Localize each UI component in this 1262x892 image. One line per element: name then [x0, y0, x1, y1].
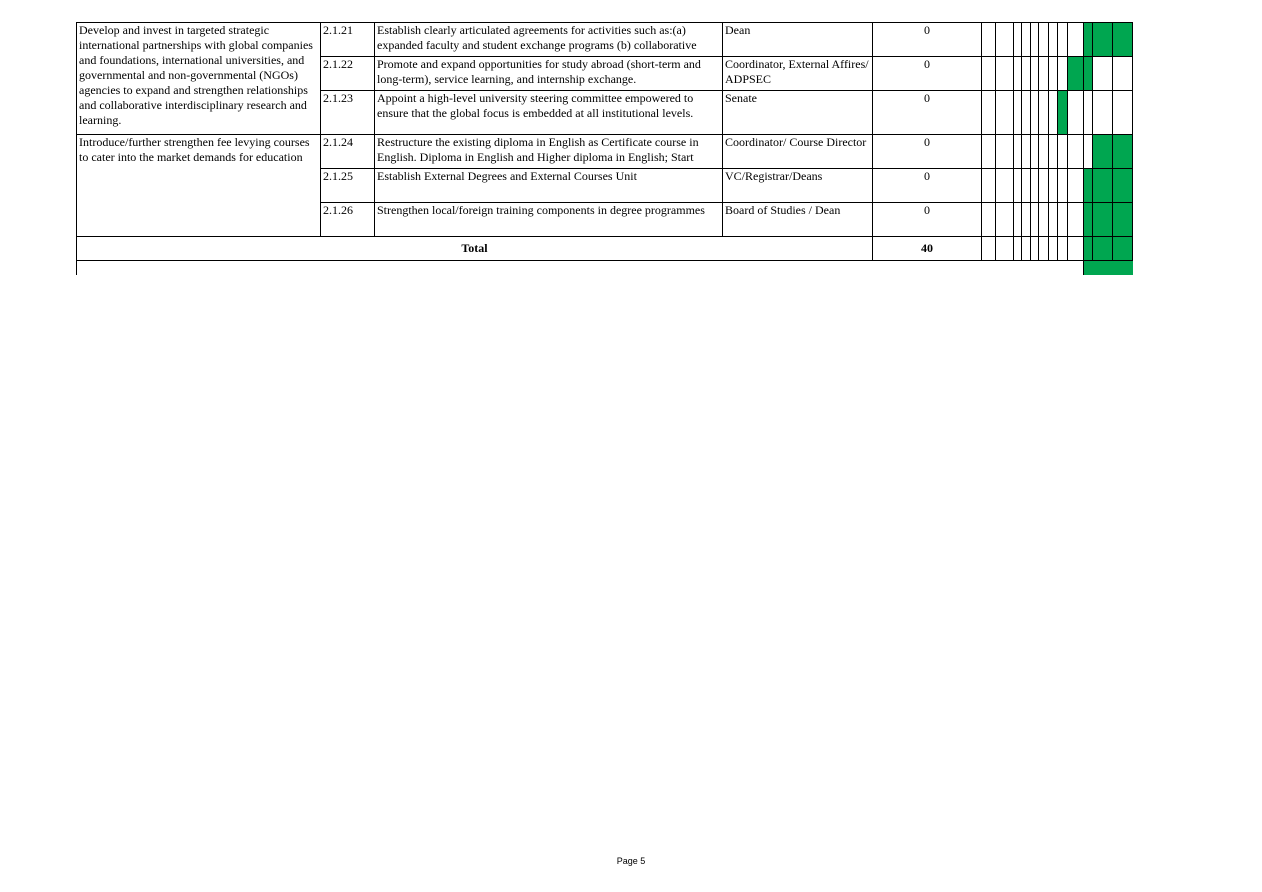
timeline-cell: [1049, 203, 1058, 237]
timeline-cell: [1014, 91, 1022, 135]
timeline-cell: [1049, 23, 1058, 57]
timeline-cell-filled: [1068, 57, 1084, 91]
timeline-cell: [1049, 169, 1058, 203]
timeline-cell: [996, 23, 1014, 57]
timeline-cell: [1031, 91, 1039, 135]
timeline-cell: [1031, 23, 1039, 57]
timeline-cell: [1093, 91, 1113, 135]
timeline-cell: [1113, 57, 1133, 91]
activity-code: 2.1.23: [321, 91, 375, 135]
timeline-cell: [982, 169, 996, 203]
activity-text: Promote and expand opportunities for study abroad (short-term and long-term), service learning, and internship exchange.: [375, 57, 723, 91]
timeline-cell: [1022, 169, 1031, 203]
timeline-cell: [1031, 57, 1039, 91]
value-cell: 0: [873, 23, 982, 57]
timeline-cell: [982, 135, 996, 169]
timeline-cell: [1022, 135, 1031, 169]
responsible-cell: Dean: [723, 23, 873, 57]
timeline-cell: [1022, 237, 1031, 261]
value-cell: 0: [873, 91, 982, 135]
timeline-cell: [1014, 23, 1022, 57]
table-row: [77, 135, 1133, 169]
timeline-cell-filled: [1084, 237, 1093, 261]
timeline-overflow-fill: [1084, 261, 1133, 275]
timeline-cell-filled: [1093, 203, 1113, 237]
timeline-cell-filled: [1113, 23, 1133, 57]
responsible-cell: Coordinator, External Affires/ ADPSEC: [723, 57, 873, 91]
timeline-cell: [1039, 203, 1049, 237]
timeline-cell: [1022, 23, 1031, 57]
value-cell: 0: [873, 57, 982, 91]
timeline-cell-filled: [1084, 169, 1093, 203]
timeline-cell-filled: [1084, 23, 1093, 57]
timeline-cell: [1039, 237, 1049, 261]
timeline-cell: [1049, 91, 1058, 135]
timeline-cell: [1058, 169, 1068, 203]
timeline-cell: [1084, 135, 1093, 169]
action-plan-table: [76, 22, 1133, 275]
timeline-cell: [1068, 237, 1084, 261]
timeline-cell-filled: [1093, 135, 1113, 169]
timeline-cell-filled: [1113, 203, 1133, 237]
timeline-cell: [1058, 23, 1068, 57]
timeline-cell-filled: [1113, 237, 1133, 261]
timeline-cell: [996, 135, 1014, 169]
activity-code: 2.1.21: [321, 23, 375, 57]
activity-code: 2.1.26: [321, 203, 375, 237]
total-row: [77, 237, 1133, 261]
activity-text: Establish clearly articulated agreements for activities such as:(a) expanded faculty and student exchange programs (b) collaborative: [375, 23, 723, 57]
timeline-cell: [1049, 57, 1058, 91]
strategy-cell: Introduce/further strengthen fee levying courses to cater into the market demands for education: [77, 135, 321, 237]
timeline-cell: [996, 237, 1014, 261]
timeline-cell: [1068, 203, 1084, 237]
timeline-cell: [1049, 135, 1058, 169]
value-cell: 0: [873, 203, 982, 237]
responsible-cell: Board of Studies / Dean: [723, 203, 873, 237]
value-cell: 0: [873, 135, 982, 169]
timeline-cell: [982, 57, 996, 91]
activity-text: Appoint a high-level university steering committee empowered to ensure that the global focus is embedded at all institutional levels.: [375, 91, 723, 135]
timeline-cell-filled: [1093, 169, 1113, 203]
timeline-cell: [1022, 57, 1031, 91]
timeline-cell: [1113, 91, 1133, 135]
page-number: Page 5: [616, 856, 646, 866]
timeline-cell: [1039, 57, 1049, 91]
timeline-cell-filled: [1113, 169, 1133, 203]
responsible-cell: Coordinator/ Course Director: [723, 135, 873, 169]
table-row: [77, 23, 1133, 57]
timeline-cell: [1014, 237, 1022, 261]
timeline-cell: [1014, 203, 1022, 237]
timeline-cell: [1014, 57, 1022, 91]
timeline-cell: [1031, 169, 1039, 203]
total-value: 40: [873, 237, 982, 261]
timeline-cell: [1058, 57, 1068, 91]
activity-code: 2.1.22: [321, 57, 375, 91]
timeline-cell: [1022, 91, 1031, 135]
activity-text: Restructure the existing diploma in English as Certificate course in English. Diploma in English and Higher diploma in English; Start: [375, 135, 723, 169]
timeline-cell: [1039, 23, 1049, 57]
timeline-cell: [1031, 237, 1039, 261]
timeline-cell: [996, 91, 1014, 135]
timeline-cell: [1049, 237, 1058, 261]
timeline-cell: [1068, 91, 1084, 135]
timeline-cell: [996, 57, 1014, 91]
timeline-cell: [1058, 135, 1068, 169]
timeline-cell: [1068, 23, 1084, 57]
timeline-cell: [996, 169, 1014, 203]
activity-text: Strengthen local/foreign training components in degree programmes: [375, 203, 723, 237]
timeline-cell: [1039, 169, 1049, 203]
timeline-cell-filled: [1093, 237, 1113, 261]
timeline-cell: [982, 91, 996, 135]
total-label: Total: [77, 237, 873, 261]
table-tail: [77, 261, 1133, 275]
timeline-cell: [1022, 203, 1031, 237]
responsible-cell: Senate: [723, 91, 873, 135]
timeline-cell: [1031, 135, 1039, 169]
timeline-cell-filled: [1093, 23, 1113, 57]
timeline-cell: [982, 203, 996, 237]
timeline-cell: [982, 23, 996, 57]
timeline-cell: [1058, 203, 1068, 237]
timeline-cell: [1068, 135, 1084, 169]
activity-text: Establish External Degrees and External Courses Unit: [375, 169, 723, 203]
timeline-cell: [1084, 91, 1093, 135]
strategy-cell: Develop and invest in targeted strategic international partnerships with global companies and foundations, international universities, and governmental and non-governmental (NGOs) agencies to expand and strengthen relationships and collaborative interdisciplinary research and learning.: [77, 23, 321, 135]
timeline-cell: [1039, 135, 1049, 169]
responsible-cell: VC/Registrar/Deans: [723, 169, 873, 203]
timeline-cell: [996, 203, 1014, 237]
timeline-cell: [1058, 237, 1068, 261]
timeline-cell-filled: [1058, 91, 1068, 135]
timeline-cell-filled: [1084, 57, 1093, 91]
timeline-cell-filled: [1084, 203, 1093, 237]
activity-code: 2.1.24: [321, 135, 375, 169]
timeline-cell: [1014, 135, 1022, 169]
value-cell: 0: [873, 169, 982, 203]
timeline-cell: [1031, 203, 1039, 237]
timeline-cell-filled: [1113, 135, 1133, 169]
timeline-cell: [1093, 57, 1113, 91]
timeline-cell: [1068, 169, 1084, 203]
timeline-cell: [1014, 169, 1022, 203]
timeline-cell: [1039, 91, 1049, 135]
timeline-cell: [982, 237, 996, 261]
activity-code: 2.1.25: [321, 169, 375, 203]
